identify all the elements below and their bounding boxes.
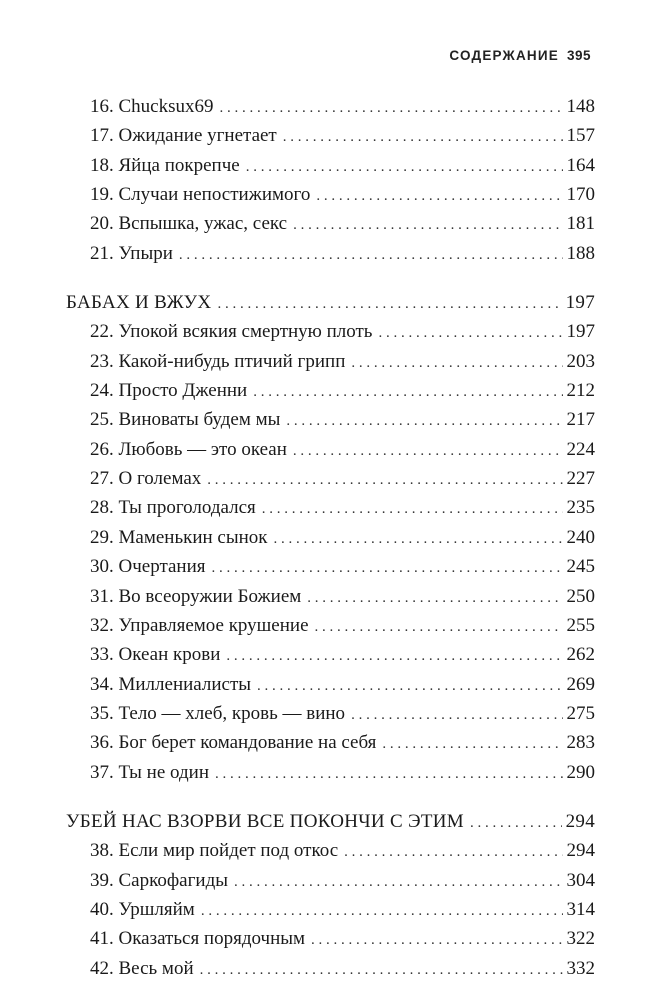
chapter-entry-page: 283 bbox=[566, 732, 595, 754]
dot-leader bbox=[311, 926, 562, 955]
dot-leader bbox=[315, 613, 563, 642]
chapter-entry-title: 40. Уршляйм bbox=[90, 898, 195, 920]
chapter-entry-title: 24. Просто Дженни bbox=[90, 380, 248, 402]
chapter-entry-page: 294 bbox=[566, 840, 595, 862]
dot-leader bbox=[344, 838, 562, 867]
chapter-entry-title: 16. Chucksux69 bbox=[90, 96, 214, 117]
chapter-entry-title: 19. Случаи непостижимого bbox=[90, 184, 311, 206]
chapter-entry-page: 255 bbox=[566, 614, 595, 636]
chapter-entry-title: 26. Любовь — это океан bbox=[90, 438, 287, 460]
chapter-entry-page: 212 bbox=[566, 380, 595, 402]
chapter-entry-page: 164 bbox=[566, 154, 595, 176]
chapter-entry-title: 25. Виноваты будем мы bbox=[90, 409, 281, 431]
chapter-entry bbox=[0, 151, 665, 180]
chapter-entry-title: 22. Упокой всякия смертную плоть bbox=[90, 321, 373, 343]
chapter-entry bbox=[0, 836, 665, 865]
part-heading-title: УБЕЙ НАС ВЗОРВИ ВСЕ ПОКОНЧИ С ЭТИМ bbox=[66, 810, 464, 832]
part-heading bbox=[0, 807, 665, 836]
dot-leader bbox=[226, 642, 562, 671]
chapter-entry-page: 322 bbox=[566, 928, 595, 950]
chapter-entry-page: 332 bbox=[566, 957, 595, 979]
chapter-entry-page: 157 bbox=[566, 125, 595, 147]
chapter-entry-title: 30. Очертания bbox=[90, 556, 206, 578]
chapter-entry-page: 275 bbox=[566, 702, 595, 724]
chapter-entry bbox=[0, 758, 665, 787]
dot-leader bbox=[382, 730, 562, 759]
chapter-entry-title: 28. Ты проголодался bbox=[90, 497, 256, 519]
dot-leader bbox=[220, 94, 563, 123]
dot-leader bbox=[179, 241, 563, 270]
chapter-entry bbox=[0, 699, 665, 728]
chapter-entry bbox=[0, 376, 665, 405]
chapter-entry bbox=[0, 552, 665, 581]
chapter-entry-page: 250 bbox=[566, 585, 595, 607]
chapter-entry-page: 269 bbox=[566, 673, 595, 695]
chapter-entry-title: 34. Миллениалисты bbox=[90, 673, 252, 695]
dot-leader bbox=[207, 466, 562, 495]
running-head-page-number: 395 bbox=[566, 48, 591, 63]
chapter-entry-title: 42. Весь мой bbox=[90, 957, 194, 979]
dot-leader bbox=[201, 897, 563, 926]
chapter-entry-title: 39. Саркофагиды bbox=[90, 869, 229, 891]
chapter-entry-title: 18. Яйца покрепче bbox=[90, 154, 240, 176]
part-heading-page: 197 bbox=[565, 292, 595, 314]
chapter-entry-page: 262 bbox=[566, 644, 595, 666]
chapter-entry bbox=[0, 954, 665, 983]
chapter-entry-page: 224 bbox=[566, 438, 595, 460]
dot-leader bbox=[234, 868, 562, 897]
chapter-entry-page: 203 bbox=[566, 350, 595, 372]
chapter-entry-page: 181 bbox=[566, 213, 595, 235]
dot-leader bbox=[262, 495, 563, 524]
chapter-entry bbox=[0, 239, 665, 268]
part-heading-page: 294 bbox=[565, 810, 595, 832]
dot-leader bbox=[217, 290, 561, 319]
chapter-entry-page: 197 bbox=[566, 321, 595, 343]
part-heading-title: БАБАХ И ВЖУХ bbox=[66, 292, 212, 314]
running-head-title: СОДЕРЖАНИЕ bbox=[449, 48, 559, 63]
dot-leader bbox=[215, 760, 563, 789]
dot-leader bbox=[293, 437, 563, 466]
dot-leader bbox=[293, 211, 562, 240]
chapter-entry-title: 20. Вспышка, ужас, секс bbox=[90, 213, 288, 235]
chapter-entry-title: 36. Бог берет командование на себя bbox=[90, 732, 377, 754]
dot-leader bbox=[316, 182, 562, 211]
chapter-entry bbox=[0, 924, 665, 953]
chapter-entry bbox=[0, 435, 665, 464]
toc-section bbox=[0, 288, 665, 787]
dot-leader bbox=[286, 407, 562, 436]
chapter-entry-page: 148 bbox=[566, 96, 595, 117]
chapter-entry bbox=[0, 347, 665, 376]
toc-section bbox=[0, 92, 665, 268]
chapter-entry-title: 21. Упыри bbox=[90, 242, 173, 264]
chapter-entry bbox=[0, 121, 665, 150]
chapter-entry-title: 41. Оказаться порядочным bbox=[90, 928, 306, 950]
dot-leader bbox=[283, 123, 563, 152]
dot-leader bbox=[257, 672, 562, 701]
dot-leader bbox=[212, 554, 563, 583]
dot-leader bbox=[470, 809, 562, 838]
toc-section bbox=[0, 807, 665, 983]
chapter-entry bbox=[0, 895, 665, 924]
dot-leader bbox=[246, 153, 563, 182]
chapter-entry bbox=[0, 92, 665, 121]
dot-leader bbox=[351, 701, 562, 730]
chapter-entry-title: 27. О големах bbox=[90, 468, 202, 490]
chapter-entry bbox=[0, 611, 665, 640]
chapter-entry-page: 290 bbox=[566, 761, 595, 783]
chapter-entry-title: 35. Тело — хлеб, кровь — вино bbox=[90, 702, 346, 724]
dot-leader bbox=[307, 584, 562, 613]
chapter-entry bbox=[0, 866, 665, 895]
chapter-entry-page: 227 bbox=[566, 468, 595, 490]
table-of-contents bbox=[0, 92, 665, 1003]
chapter-entry bbox=[0, 180, 665, 209]
chapter-entry bbox=[0, 670, 665, 699]
chapter-entry bbox=[0, 523, 665, 552]
chapter-entry-title: 32. Управляемое крушение bbox=[90, 614, 309, 636]
chapter-entry-title: 29. Маменькин сынок bbox=[90, 526, 268, 548]
chapter-entry bbox=[0, 317, 665, 346]
chapter-entry bbox=[0, 640, 665, 669]
dot-leader bbox=[200, 956, 563, 985]
chapter-entry-title: 31. Во всеоружии Божием bbox=[90, 585, 302, 607]
chapter-entry-title: 38. Если мир пойдет под откос bbox=[90, 840, 339, 862]
chapter-entry-title: 37. Ты не один bbox=[90, 761, 209, 783]
part-heading bbox=[0, 288, 665, 317]
running-head bbox=[449, 48, 591, 63]
chapter-entry bbox=[0, 209, 665, 238]
dot-leader bbox=[274, 525, 563, 554]
chapter-entry-page: 314 bbox=[566, 898, 595, 920]
chapter-entry-title: 17. Ожидание угнетает bbox=[90, 125, 277, 147]
chapter-entry bbox=[0, 493, 665, 522]
chapter-entry-page: 217 bbox=[566, 409, 595, 431]
dot-leader bbox=[253, 378, 562, 407]
chapter-entry-title: 33. Океан крови bbox=[90, 644, 221, 666]
chapter-entry-page: 188 bbox=[566, 242, 595, 264]
chapter-entry-page: 240 bbox=[566, 526, 595, 548]
chapter-entry bbox=[0, 582, 665, 611]
chapter-entry-page: 235 bbox=[566, 497, 595, 519]
chapter-entry bbox=[0, 464, 665, 493]
chapter-entry bbox=[0, 405, 665, 434]
chapter-entry-page: 304 bbox=[566, 869, 595, 891]
dot-leader bbox=[378, 319, 562, 348]
dot-leader bbox=[351, 349, 562, 378]
chapter-entry bbox=[0, 728, 665, 757]
chapter-entry-page: 245 bbox=[566, 556, 595, 578]
chapter-entry-page: 170 bbox=[566, 184, 595, 206]
chapter-entry-title: 23. Какой-нибудь птичий грипп bbox=[90, 350, 346, 372]
